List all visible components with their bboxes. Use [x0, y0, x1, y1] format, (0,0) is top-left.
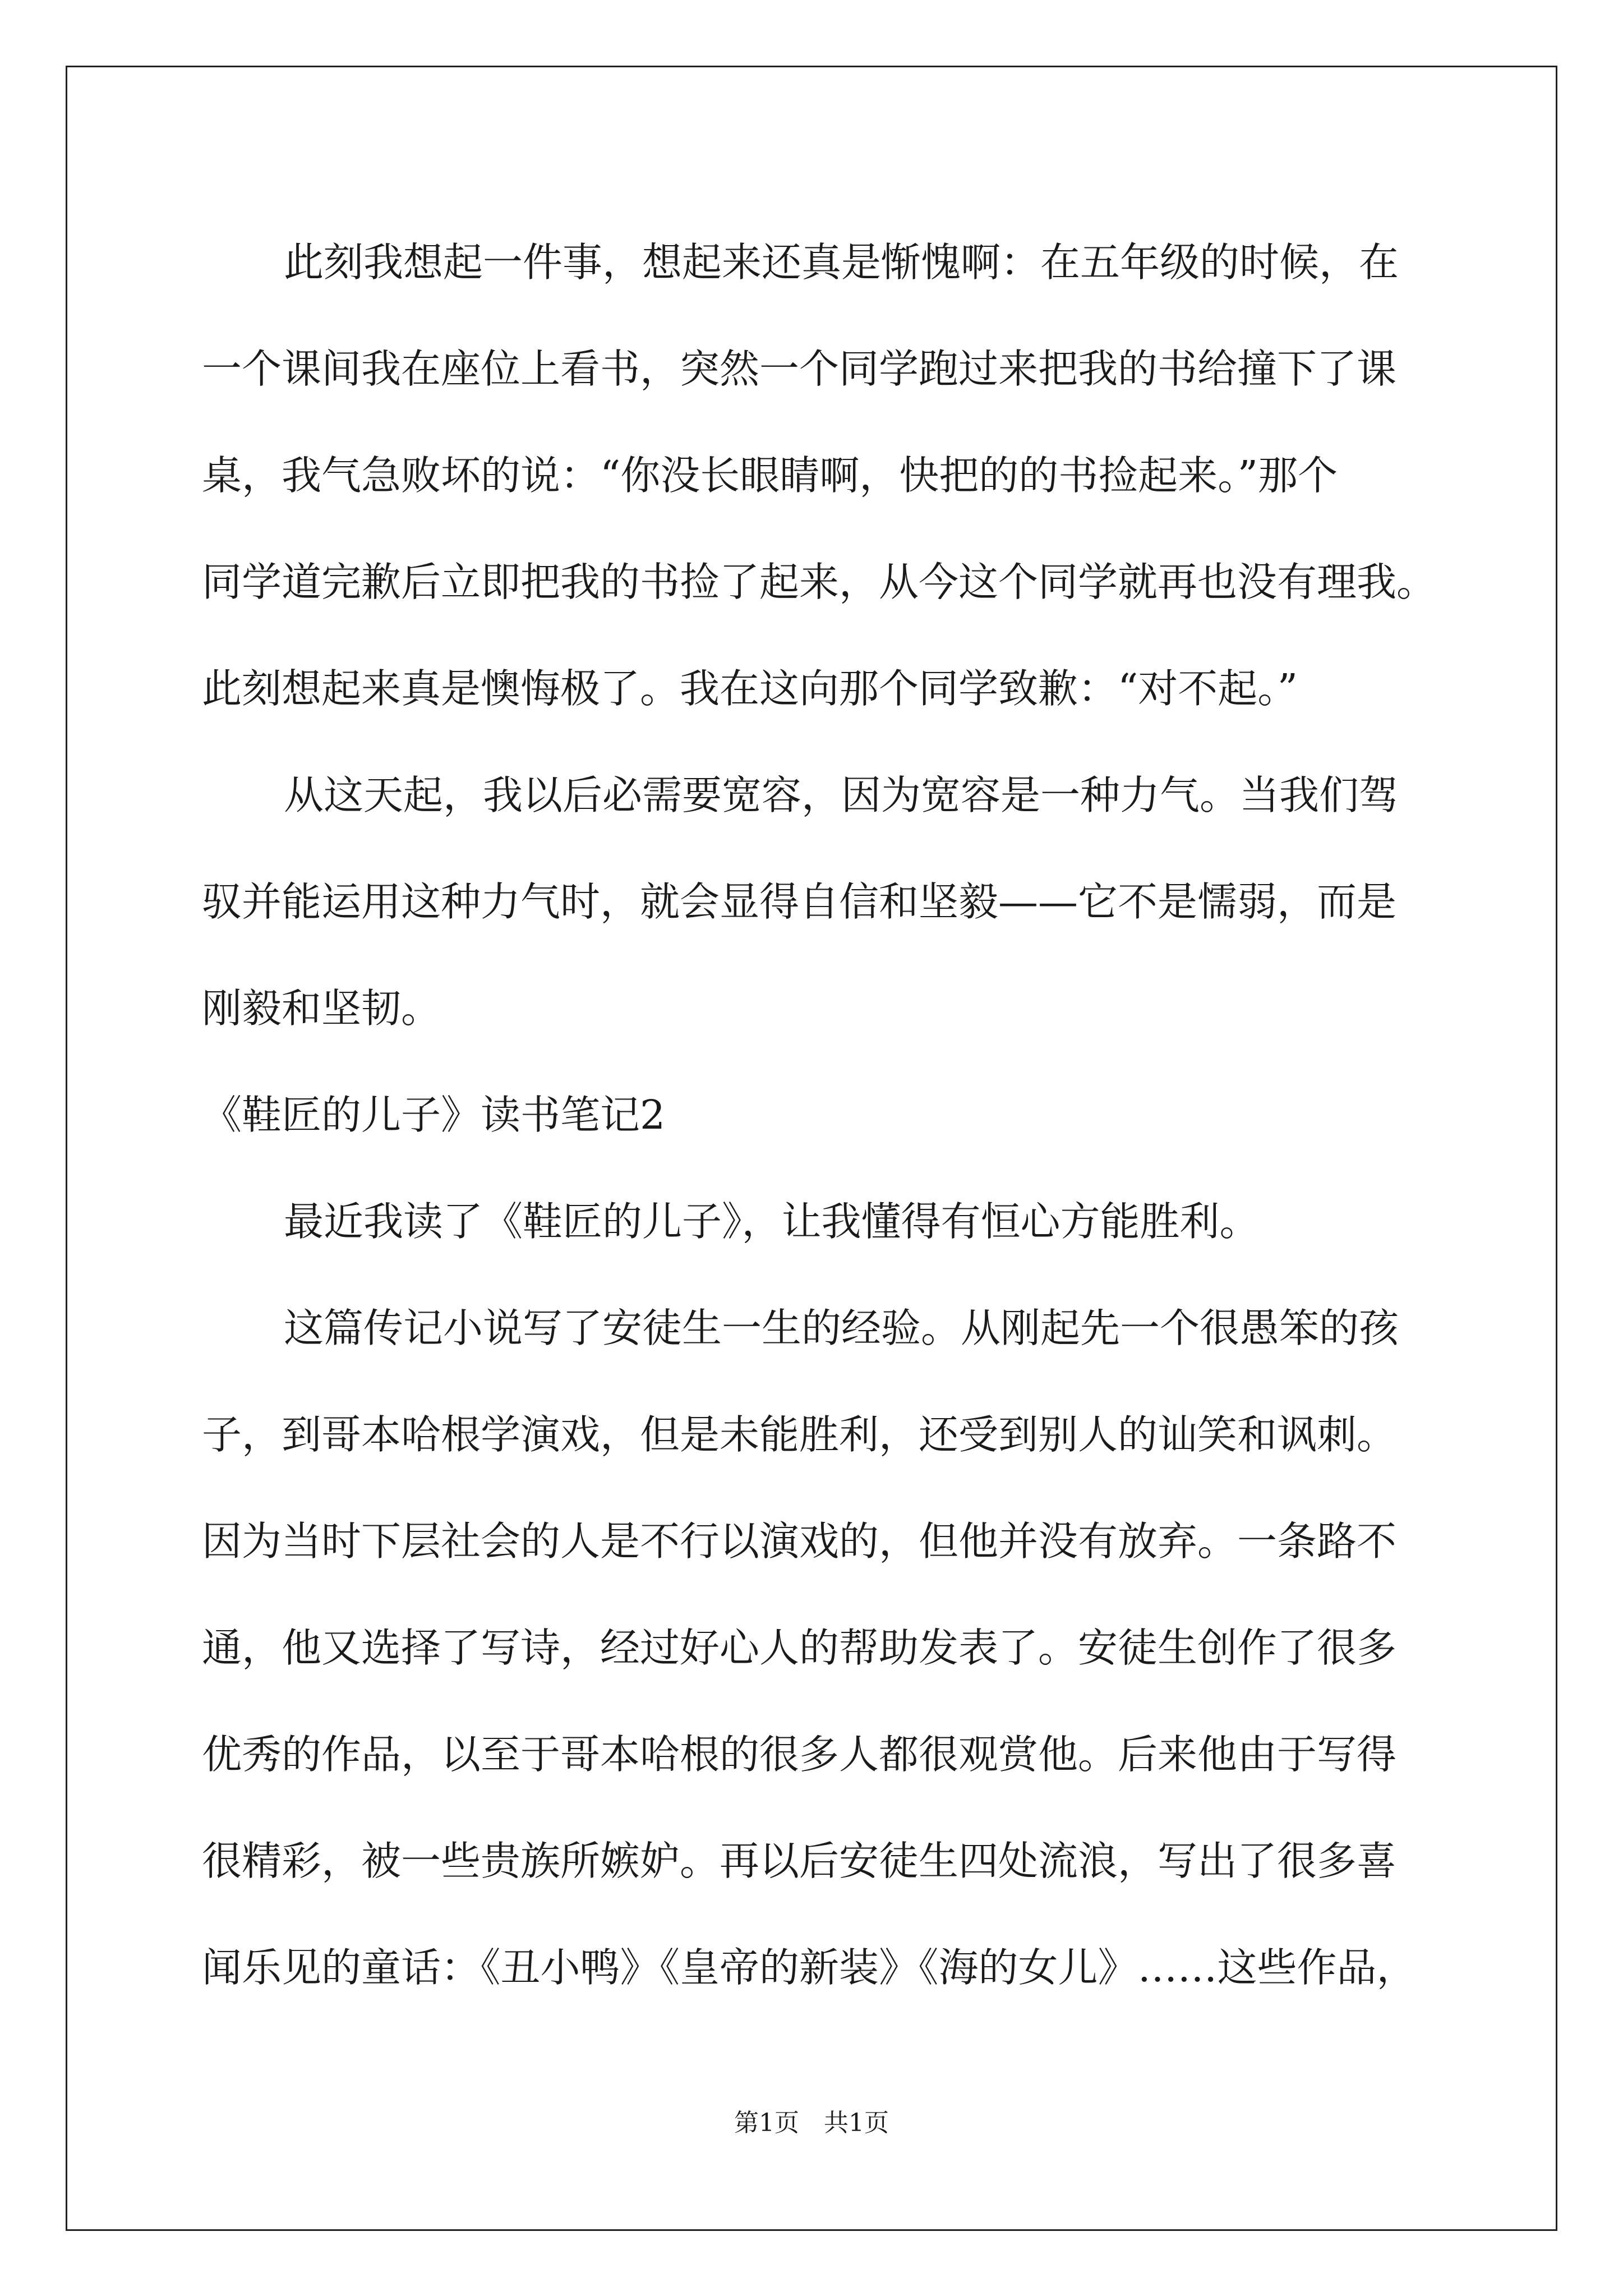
text-line: 通，他又选择了写诗，经过好心人的帮助发表了。安徒生创作了很多 — [202, 1625, 1397, 1671]
text-line: 很精彩，被一些贵族所嫉妒。再以后安徒生四处流浪，写出了很多喜 — [202, 1838, 1397, 1884]
text-line: 最近我读了《鞋匠的儿子》，让我懂得有恒心方能胜利。 — [284, 1198, 1260, 1245]
text-line: 一个课间我在座位上看书，突然一个同学跑过来把我的书给撞下了课 — [202, 346, 1397, 392]
text-line: 桌，我气急败坏的说：“你没长眼睛啊，快把的的书捡起来。”那个 — [202, 452, 1338, 499]
text-line: 同学道完歉后立即把我的书捡了起来，从今这个同学就再也没有理我。 — [202, 559, 1437, 605]
text-line: 优秀的作品，以至于哥本哈根的很多人都很观赏他。后来他由于写得 — [202, 1731, 1397, 1778]
section-heading: 《鞋匠的儿子》读书笔记2 — [202, 1092, 666, 1138]
document-body — [202, 209, 1436, 2021]
text-line: 闻乐见的童话：《丑小鸭》《皇帝的新装》《海的女儿》……这些作品， — [202, 1944, 1417, 1991]
text-line: 刚毅和坚韧。 — [202, 985, 441, 1032]
text-line: 此刻想起来真是懊悔极了。我在这向那个同学致歉：“对不起。” — [202, 665, 1298, 712]
page-number: 第1页 共1页 — [734, 2109, 889, 2137]
text-line: 子，到哥本哈根学演戏，但是未能胜利，还受到别人的讪笑和讽刺。 — [202, 1411, 1397, 1458]
text-line: 因为当时下层社会的人是不行以演戏的，但他并没有放弃。一条路不 — [202, 1518, 1397, 1565]
text-line: 此刻我想起一件事，想起来还真是惭愧啊：在五年级的时候，在 — [284, 239, 1399, 286]
text-line: 这篇传记小说写了安徒生一生的经验。从刚起先一个很愚笨的孩 — [284, 1305, 1399, 1351]
text-line: 从这天起，我以后必需要宽容，因为宽容是一种力气。当我们驾 — [284, 772, 1399, 818]
text-line: 驭并能运用这种力气时，就会显得自信和坚毅——它不是懦弱，而是 — [202, 878, 1397, 925]
